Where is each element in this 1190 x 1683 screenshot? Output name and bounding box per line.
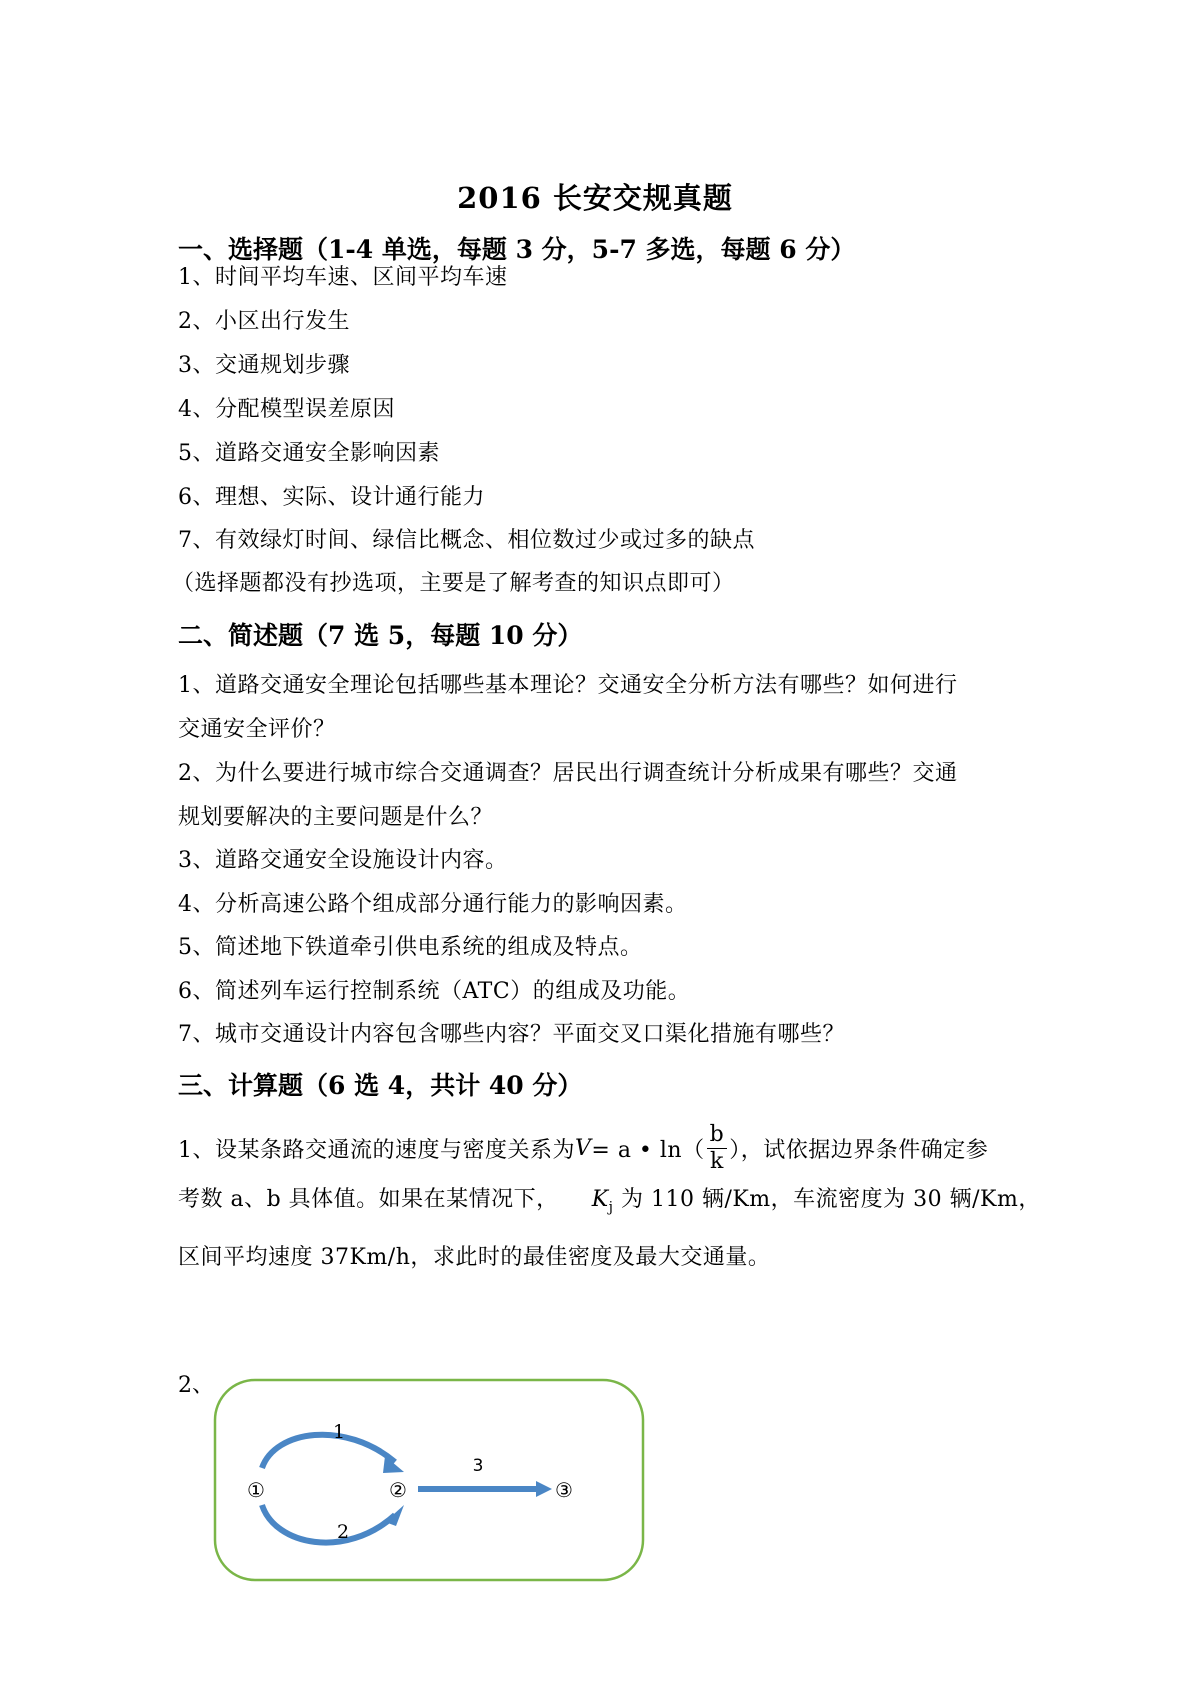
section2-line: 5、简述地下铁道牵引供电系统的组成及特点。	[178, 935, 643, 960]
section1-item: 6、理想、实际、设计通行能力	[178, 485, 485, 510]
formula-eq: = a • ln（	[591, 1138, 705, 1163]
section2-line: 2、为什么要进行城市综合交通调查？居民出行调查统计分析成果有哪些？交通	[178, 761, 958, 786]
q1-line2-b: 为 110 辆/Km，车流密度为 30 辆/Km，	[620, 1187, 1041, 1212]
section2-line: 7、城市交通设计内容包含哪些内容？平面交叉口渠化措施有哪些？	[178, 1022, 845, 1047]
link-2-arrow	[262, 1505, 395, 1543]
link-2-arrowhead	[385, 1505, 404, 1526]
fraction-denominator: k	[709, 1149, 724, 1174]
node-2: ②	[389, 1478, 407, 1502]
q1-suffix: ），试依据边界条件确定参	[729, 1138, 989, 1163]
formula-v: V	[575, 1136, 592, 1161]
page-title: 2016 长安交规真题	[457, 181, 733, 215]
link-1-label: 1	[332, 1421, 346, 1443]
q1-prefix: 1、设某条路交通流的速度与密度关系为	[178, 1138, 575, 1163]
link-2-label: 2	[336, 1521, 350, 1543]
kj-subscript: j	[608, 1199, 614, 1216]
section1-item: 4、分配模型误差原因	[178, 397, 395, 422]
section2-heading: 二、简述题（7 选 5，每题 10 分）	[178, 621, 583, 650]
section2-line: 交通安全评价？	[178, 717, 336, 742]
section2-line: 6、简述列车运行控制系统（ATC）的组成及功能。	[178, 979, 691, 1004]
q1-line2-a: 考数 a、b 具体值。如果在某情况下，	[178, 1187, 559, 1212]
link-1-arrow	[262, 1435, 395, 1468]
q1-line3: 区间平均速度 37Km/h，求此时的最佳密度及最大交通量。	[178, 1245, 771, 1270]
link-3-arrowhead	[536, 1481, 552, 1497]
node-3: ③	[555, 1478, 573, 1502]
section2-line: 1、道路交通安全理论包括哪些基本理论？交通安全分析方法有哪些？如何进行	[178, 673, 958, 698]
section3-heading: 三、计算题（6 选 4，共计 40 分）	[178, 1071, 583, 1100]
link-3-label: 3	[472, 1456, 484, 1476]
section1-item: 2、小区出行发生	[178, 309, 350, 334]
kj-symbol: K	[591, 1187, 609, 1212]
section2-line: 4、分析高速公路个组成部分通行能力的影响因素。	[178, 892, 688, 917]
section1-item: 3、交通规划步骤	[178, 353, 350, 378]
section2-line: 规划要解决的主要问题是什么？	[178, 805, 494, 830]
section1-item: 5、道路交通安全影响因素	[178, 441, 440, 466]
section1-heading: 一、选择题（1-4 单选，每题 3 分，5-7 多选，每题 6 分）	[178, 235, 856, 264]
section2-line: 3、道路交通安全设施设计内容。	[178, 848, 508, 873]
section1-note: （选择题都没有抄选项，主要是了解考查的知识点即可）	[172, 571, 735, 596]
q2-label: 2、	[178, 1373, 214, 1398]
section1-item: 1、时间平均车速、区间平均车速	[178, 265, 508, 290]
node-1: ①	[247, 1478, 265, 1502]
section1-item: 7、有效绿灯时间、绿信比概念、相位数过少或过多的缺点	[178, 528, 755, 553]
fraction-numerator: b	[707, 1122, 728, 1149]
diagram-border	[215, 1380, 643, 1580]
